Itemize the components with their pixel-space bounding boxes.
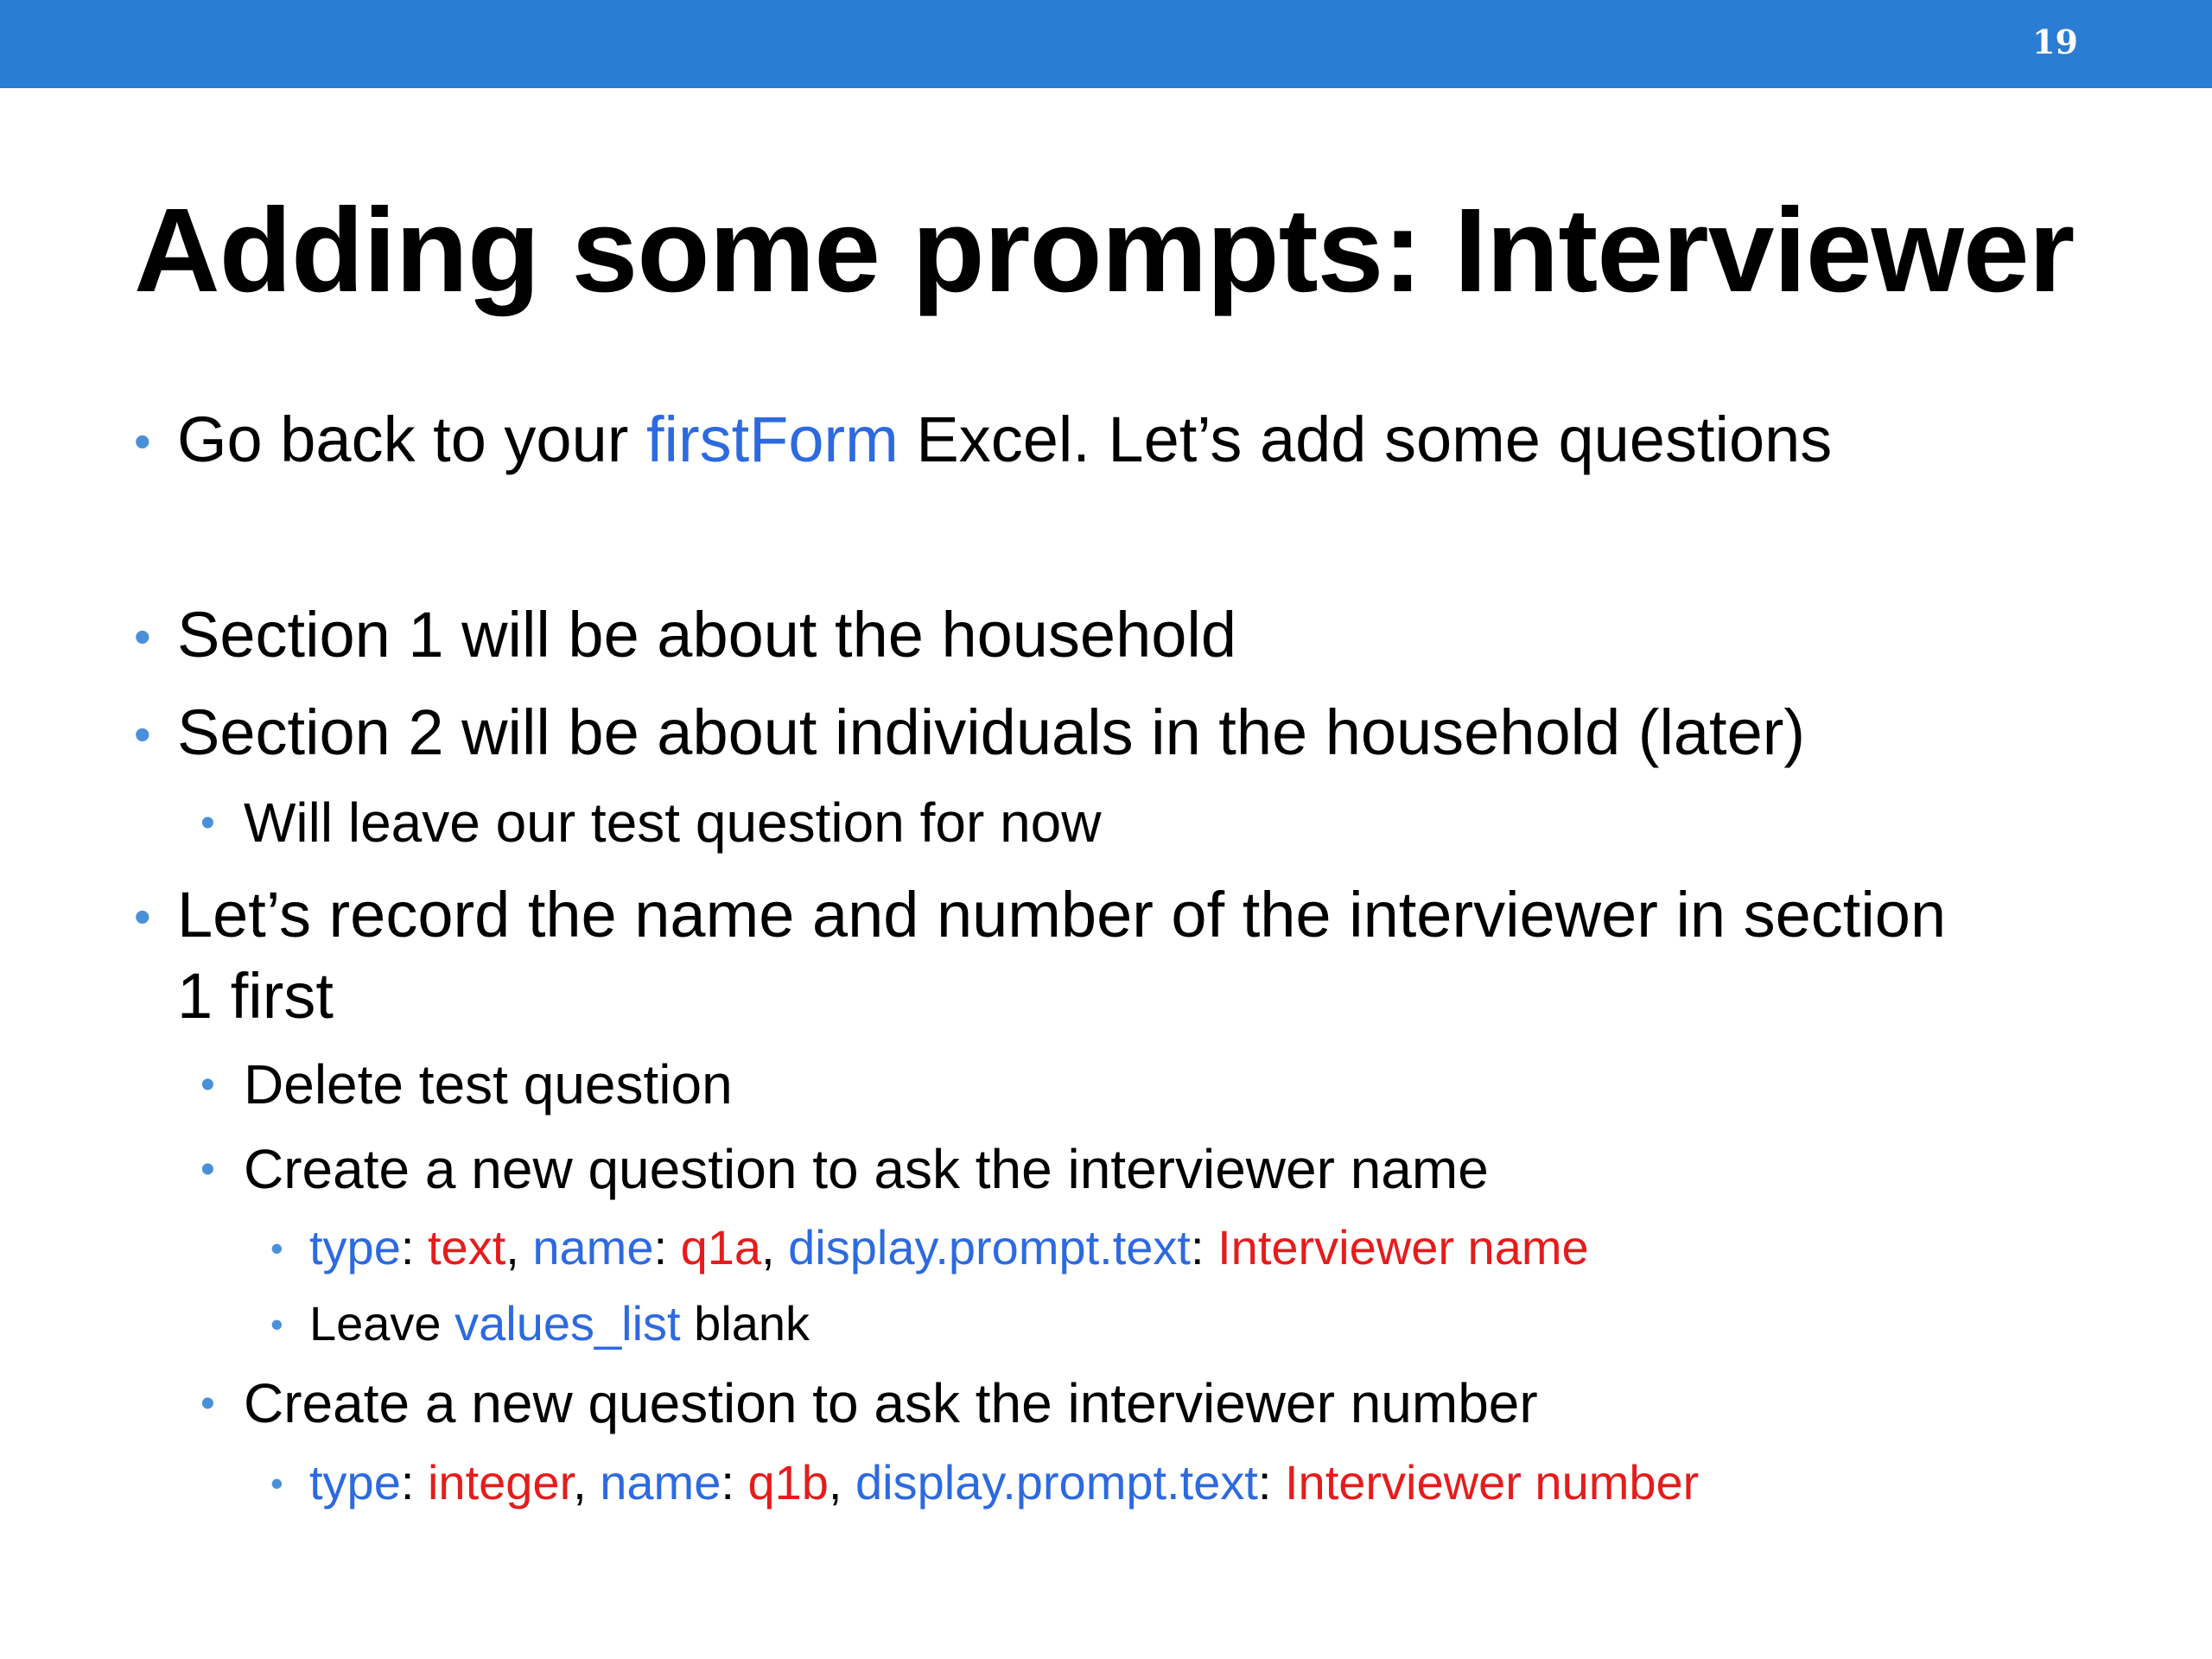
field-value-name: q1a (680, 1220, 762, 1274)
header-bar (0, 0, 2212, 88)
separator: , (828, 1455, 856, 1510)
spec-name-question (270, 1217, 1589, 1279)
bullet-dot-icon: • (200, 800, 215, 846)
keyword-firstform: firstForm (645, 404, 899, 475)
field-value-type: text (427, 1220, 506, 1274)
bullet-record-interviewer-cont (177, 956, 334, 1037)
separator: : (400, 1220, 428, 1274)
bullet-text: Section 2 will be about individuals in the household (later) (177, 696, 1806, 768)
separator: , (761, 1220, 789, 1274)
bullet-dot-icon: • (134, 414, 151, 468)
separator: : (653, 1220, 681, 1274)
spec-values-list (270, 1293, 810, 1355)
sub-bullet-create-number-question (200, 1369, 1538, 1438)
bullet-text: Excel. Let’s add some questions (898, 404, 1833, 475)
field-key-type: type (309, 1220, 401, 1274)
field-key-prompt: display.prompt.text (855, 1455, 1258, 1510)
field-value-prompt: Interviewer number (1284, 1455, 1700, 1510)
field-key-prompt: display.prompt.text (788, 1220, 1191, 1274)
bullet-dot-icon: • (270, 1463, 283, 1503)
bullet-record-interviewer (134, 874, 1947, 956)
bullet-dot-icon: • (270, 1228, 283, 1268)
keyword-values-list: values_list (454, 1296, 681, 1351)
field-key-name: name (600, 1455, 721, 1510)
bullet-text: Leave (309, 1296, 455, 1351)
bullet-dot-icon: • (200, 1147, 215, 1192)
bullet-dot-icon: • (270, 1304, 283, 1344)
field-value-name: q1b (747, 1455, 829, 1510)
bullet-dot-icon: • (200, 1062, 215, 1108)
bullet-text: Will leave our test question for now (244, 791, 1102, 854)
sub-bullet-create-name-question (200, 1135, 1489, 1204)
bullet-text: Delete test question (244, 1053, 733, 1116)
bullet-text: Let’s record the name and number of the interviewer in section (177, 879, 1947, 950)
bullet-text: Go back to your (177, 404, 646, 475)
bullet-text: blank (680, 1296, 810, 1351)
bullet-dot-icon: • (134, 609, 151, 664)
field-key-name: name (532, 1220, 654, 1274)
separator: : (400, 1455, 428, 1510)
slide-number: 19 (2032, 22, 2078, 61)
separator: , (505, 1220, 533, 1274)
bullet-text: 1 first (177, 960, 334, 1032)
bullet-text: Create a new question to ask the interviewer name (244, 1138, 1489, 1200)
separator: : (1190, 1220, 1218, 1274)
bullet-section-1 (134, 594, 1236, 676)
separator: , (573, 1455, 601, 1510)
field-value-prompt: Interviewer name (1217, 1220, 1589, 1274)
field-key-type: type (309, 1455, 401, 1510)
sub-bullet-delete-test (200, 1050, 733, 1119)
bullet-dot-icon: • (200, 1381, 215, 1427)
separator: : (721, 1455, 748, 1510)
bullet-text: Section 1 will be about the household (177, 599, 1236, 671)
field-value-type: integer (427, 1455, 574, 1510)
spec-number-question (270, 1452, 1700, 1514)
bullet-section-2 (134, 692, 1806, 773)
separator: : (1257, 1455, 1285, 1510)
bullet-go-back (134, 399, 1833, 480)
bullet-dot-icon: • (134, 889, 151, 944)
slide-title: Adding some prompts: Interviewer (134, 184, 2075, 317)
bullet-dot-icon: • (134, 707, 151, 761)
sub-bullet-leave-test (200, 788, 1102, 857)
bullet-text: Create a new question to ask the interviewer number (244, 1372, 1538, 1434)
